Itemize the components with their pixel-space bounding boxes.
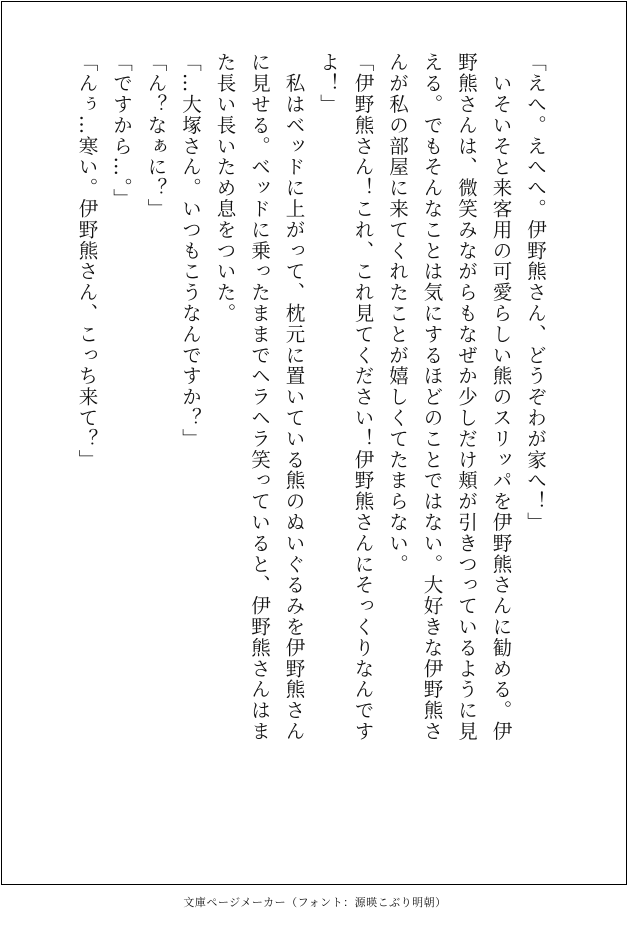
text-line: 「んぅ…寒い。伊野熊さん、こっち来て？」: [75, 52, 99, 470]
novel-text-body: [75, 52, 552, 852]
text-line: 「ん？なぁに？」: [144, 52, 168, 220]
text-line: 私はベッドに上がって、枕元に置いている熊のぬいぐるみを伊野熊さん: [282, 52, 306, 742]
page-frame: [1, 1, 627, 885]
page-footer-credit: 文庫ページメーカー（フォント：源暎こぶり明朝）: [183, 896, 447, 909]
text-line: よ！」: [317, 52, 340, 115]
text-line: に見せる。ベッドに乗ったままでヘラヘラ笑っていると、伊野熊さんはま: [248, 52, 271, 742]
text-line: える。でもそんなことは気にするほどのことではない。大好きな伊野熊さ: [420, 52, 444, 742]
text-line: た長い長いため息をついた。: [213, 52, 237, 324]
text-line: 「伊野熊さん！これ、これ見てください！伊野熊さんにそっくりなんです: [351, 52, 375, 742]
text-line: 「えへ。えへへ。伊野熊さん、どうぞわが家へ！」: [524, 52, 547, 533]
text-line: 野熊さんは、微笑みながらもなぜか少しだけ頬が引きつっているように見: [455, 52, 478, 742]
text-line: いそいそと来客用の可愛らしい熊のスリッパを伊野熊さんに勧める。伊: [489, 52, 513, 742]
text-line: 「…大塚さん。いつもこうなんですか？」: [179, 52, 202, 450]
text-line: んが私の部屋に来てくれたことが嬉しくてたまらない。: [386, 52, 409, 575]
text-line: 「ですから…。」: [110, 52, 133, 210]
